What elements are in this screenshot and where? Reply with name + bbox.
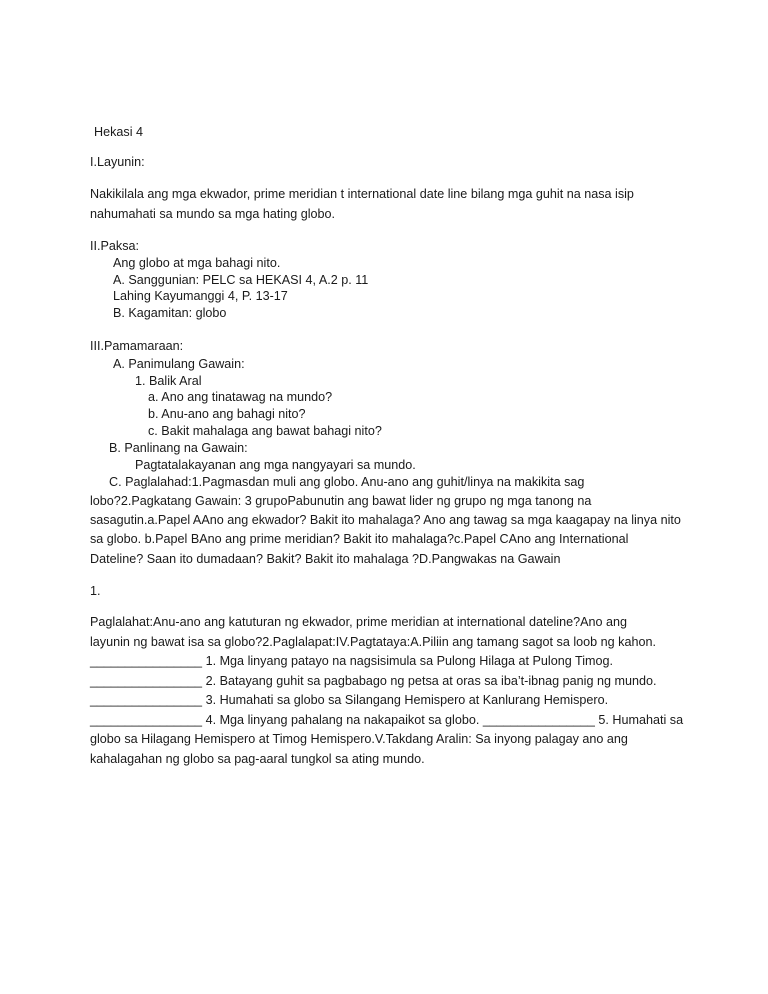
document-title: Hekasi 4: [94, 125, 143, 139]
objective-line: nahumahati sa mundo sa mga hating globo.: [90, 207, 336, 221]
closing-line: layunin ng bawat isa sa globo?2.Paglalapat:IV.Pagtataya:A.Piliin ang tamang sagot sa loob ng kahon.: [90, 635, 656, 649]
procedure-c-line: sasagutin.a.Papel AAno ang ekwador? Bakit ito mahalaga? Ano ang tawag sa mga kaagapay na linya nito: [90, 513, 681, 527]
procedure-b-text: Pagtatalakayanan ang mga nangyayari sa mundo.: [135, 458, 416, 472]
topic-line: Ang globo at mga bahagi nito.: [113, 256, 281, 270]
quiz-line: ________________ 4. Mga linyang pahalang na nakapaikot sa globo. ________________ 5. Humahati sa: [90, 713, 684, 727]
section-heading-paksa: II.Paksa:: [90, 239, 139, 253]
closing-line: kahalagahan ng globo sa pag-aaral tungkol sa ating mundo.: [90, 752, 425, 766]
procedure-a1-item: b. Anu-ano ang bahagi nito?: [148, 407, 306, 421]
topic-reference: A. Sanggunian: PELC sa HEKASI 4, A.2 p. 11: [113, 273, 369, 287]
procedure-b: B. Panlinang na Gawain:: [109, 441, 248, 455]
closing-line: Paglalahat:Anu-ano ang katuturan ng ekwador, prime meridian at international dateline?Ano ang: [90, 615, 627, 629]
procedure-a1-item: c. Bakit mahalaga ang bawat bahagi nito?: [148, 424, 382, 438]
procedure-c-line: C. Paglalahad:1.Pagmasdan muli ang globo. Anu-ano ang guhit/linya na makikita sag: [109, 475, 585, 489]
procedure-c-line: Dateline? Saan ito dumadaan? Bakit? Bakit ito mahalaga ?D.Pangwakas na Gawain: [90, 552, 561, 566]
topic-reference-cont: Lahing Kayumanggi 4, P. 13-17: [113, 289, 288, 303]
closing-line: globo sa Hilagang Hemispero at Timog Hemispero.V.Takdang Aralin: Sa inyong palagay ano ang: [90, 732, 628, 746]
procedure-a1: 1. Balik Aral: [135, 374, 202, 388]
procedure-c-line: lobo?2.Pagkatang Gawain: 3 grupoPabunutin ang bawat lider ng grupo ng mga tanong na: [90, 494, 592, 508]
quiz-line: ________________ 1. Mga linyang patayo na nagsisimula sa Pulong Hilaga at Pulong Timog.: [90, 654, 614, 668]
procedure-a1-item: a. Ano ang tinatawag na mundo?: [148, 390, 333, 404]
topic-materials: B. Kagamitan: globo: [113, 306, 227, 320]
item-number: 1.: [90, 584, 101, 598]
objective-line: Nakikilala ang mga ekwador, prime meridian t international date line bilang mga guhit na nasa isip: [90, 187, 634, 201]
section-heading-pamamaraan: III.Pamamaraan:: [90, 339, 184, 353]
quiz-line: ________________ 3. Humahati sa globo sa Silangang Hemispero at Kanlurang Hemispero.: [90, 693, 609, 707]
procedure-c-line: sa globo. b.Papel BAno ang prime meridian? Bakit ito mahalaga?c.Papel CAno ang International: [90, 532, 629, 546]
procedure-a: A. Panimulang Gawain:: [113, 357, 245, 371]
section-heading-layunin: I.Layunin:: [90, 155, 145, 169]
quiz-line: ________________ 2. Batayang guhit sa pagbabago ng petsa at oras sa iba’t-ibnag panig ng mundo.: [90, 674, 657, 688]
